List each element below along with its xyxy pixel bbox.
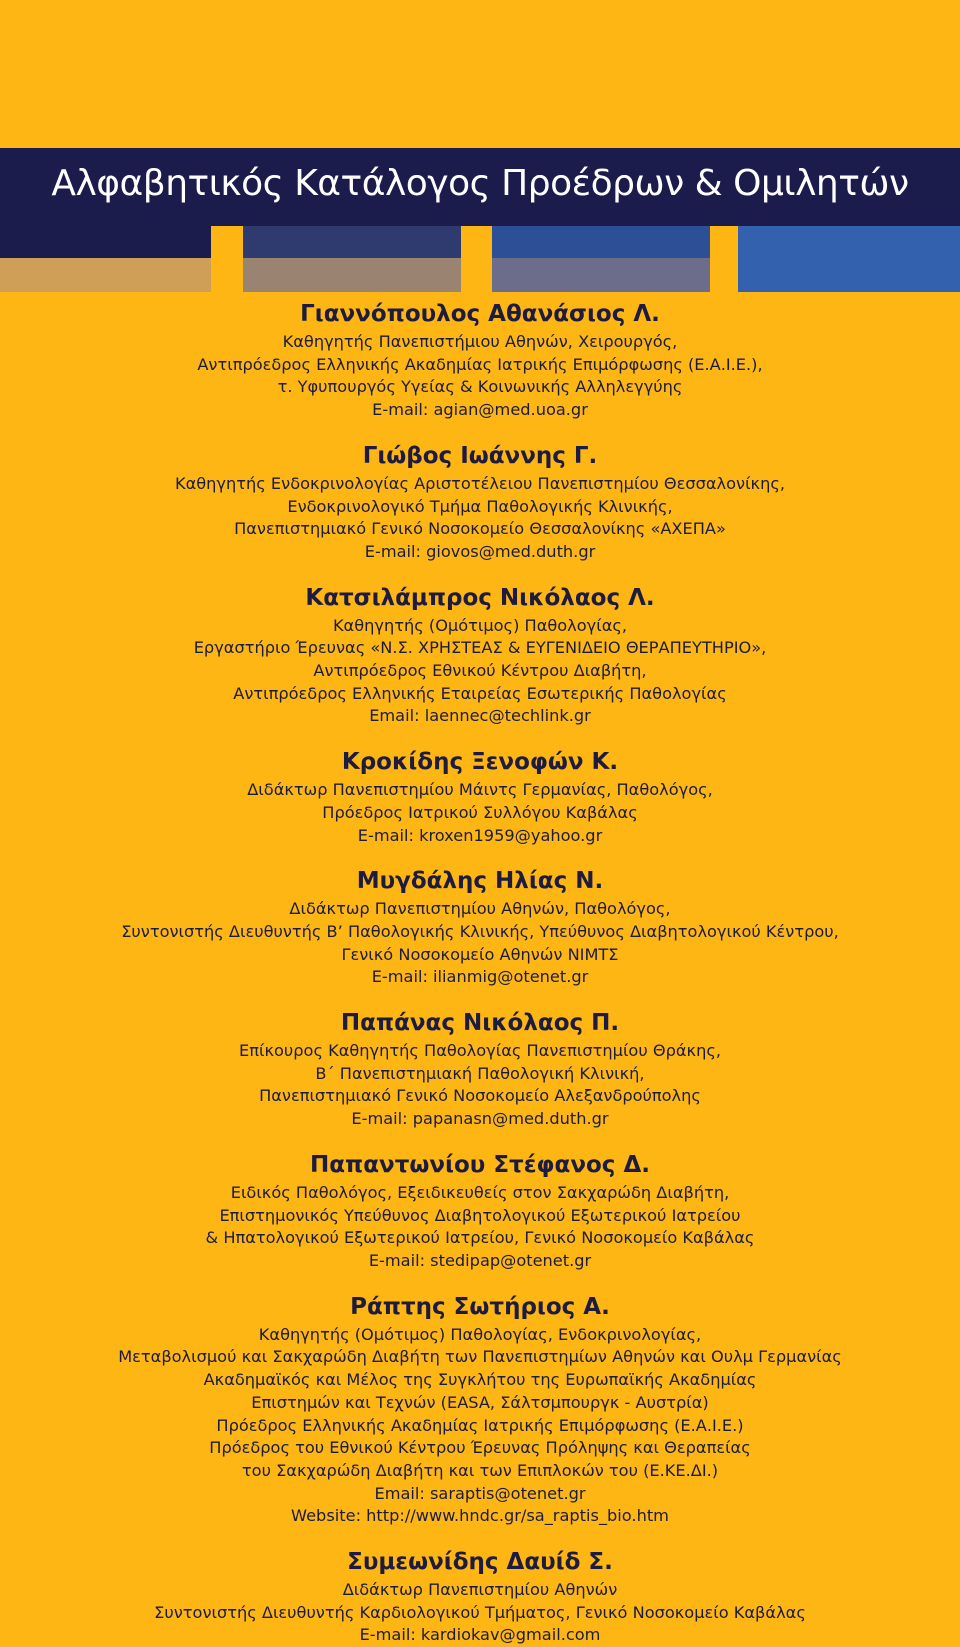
speaker-affiliation-line: Συντονιστής Διευθυντής Καρδιολογικού Τμήματος, Γενικό Νοσοκομείο Καβάλας — [154, 1602, 806, 1622]
speaker-contact: E-mail: giovos@med.duth.gr — [364, 541, 596, 561]
speaker-affiliation-line: Πανεπιστημιακό Γενικό Νοσοκομείο Αλεξανδρούπολης — [259, 1086, 701, 1106]
speaker-affiliation-line: Γενικό Νοσοκομείο Αθηνών ΝΙΜΤΣ — [341, 944, 619, 964]
speaker-affiliation-line: Πανεπιστημιακό Γενικό Νοσοκομείο Θεσσαλονίκης «ΑΧΕΠΑ» — [234, 519, 726, 539]
speaker-entry — [0, 440, 960, 564]
speaker-entry — [0, 865, 960, 989]
speaker-affiliation-line: Διδάκτωρ Πανεπιστημίου Μάιντς Γερμανίας, Παθολόγος, — [247, 780, 713, 800]
speaker-entry — [0, 1546, 960, 1647]
decorative-block-4 — [738, 226, 960, 292]
speaker-affiliation-line: Καθηγητής (Ομότιμος) Παθολογίας, — [332, 615, 628, 635]
speaker-affiliation-line: Επιστημών και Τεχνών (EASA, Σάλτσμπουργκ - Αυστρία) — [251, 1392, 709, 1412]
speaker-affiliation-line: Επιστημονικός Υπεύθυνος Διαβητολογικού Εξωτερικού Ιατρείου — [219, 1205, 741, 1225]
speaker-name: Κατσιλάμπρος Νικόλαος Λ. — [305, 584, 655, 611]
speaker-contact: E-mail: papanasn@med.duth.gr — [351, 1109, 609, 1129]
speaker-affiliation-line: & Ηπατολογικού Εξωτερικού Ιατρείου, Γενικό Νοσοκομείο Καβάλας — [205, 1228, 755, 1248]
decorative-block-3 — [492, 226, 710, 292]
speaker-name: Παπαντωνίου Στέφανος Δ. — [310, 1151, 650, 1178]
speaker-contact: E-mail: ilianmig@otenet.gr — [371, 967, 589, 987]
speaker-entry — [0, 1149, 960, 1273]
speaker-affiliation-line: Ακαδημαϊκός και Μέλος της Συγκλήτου της Ευρωπαϊκής Ακαδημίας — [203, 1370, 757, 1390]
speaker-entry — [0, 582, 960, 729]
speaker-affiliation-line: Καθηγητής (Ομότιμος) Παθολογίας, Ενδοκρινολογίας, — [258, 1324, 702, 1344]
speaker-contact: Email: laennec@techlink.gr — [369, 706, 591, 726]
speaker-affiliation-line: Μεταβολισμού και Σακχαρώδη Διαβήτη των Πανεπιστημίων Αθηνών και Ουλμ Γερμανίας — [118, 1347, 842, 1367]
speaker-affiliation-line: Συντονιστής Διευθυντής Β’ Παθολογικής Κλινικής, Υπεύθυνος Διαβητολογικού Κέντρου, — [121, 921, 839, 941]
speaker-entry — [0, 1291, 960, 1528]
speaker-name: Μυγδάλης Ηλίας Ν. — [356, 868, 604, 895]
title-banner — [0, 148, 960, 226]
speaker-contact: E-mail: kroxen1959@yahoo.gr — [357, 825, 603, 845]
speaker-affiliation-line: Εργαστήριο Έρευνας «Ν.Σ. ΧΡΗΣΤΕΑΣ & ΕΥΓΕΝΙΔΕΙΟ ΘΕΡΑΠΕΥΤΗΡΙΟ», — [193, 638, 767, 658]
speaker-affiliation-line: Πρόεδρος Ιατρικού Συλλόγου Καβάλας — [322, 802, 638, 822]
speaker-affiliation-line: Επίκουρος Καθηγητής Παθολογίας Πανεπιστημίου Θράκης, — [239, 1041, 721, 1061]
speaker-affiliation-line: του Σακχαρώδη Διαβήτη και των Επιπλοκών του (Ε.ΚΕ.ΔΙ.) — [241, 1460, 719, 1480]
speaker-name: Ράπτης Σωτήριος Α. — [350, 1293, 610, 1320]
speaker-entry — [0, 1007, 960, 1131]
page-title: Αλφαβητικός Κατάλογος Προέδρων & Ομιλητών — [51, 163, 909, 204]
speaker-affiliation-line: Καθηγητής Ενδοκρινολογίας Αριστοτέλειου Πανεπιστημίου Θεσσαλονίκης, — [174, 473, 785, 493]
speaker-affiliation-line: Β΄ Πανεπιστημιακή Παθολογική Κλινική, — [315, 1063, 645, 1083]
speaker-affiliation-line: Πρόεδρος του Εθνικού Κέντρου Έρευνας Πρόληψης και Θεραπείας — [209, 1438, 751, 1458]
speaker-affiliation-line: Ειδικός Παθολόγος, Εξειδικευθείς στον Σακχαρώδη Διαβήτη, — [230, 1182, 730, 1202]
speaker-name: Παπάνας Νικόλαος Π. — [340, 1010, 620, 1037]
speaker-entry — [0, 746, 960, 847]
speaker-affiliation-line: Καθηγητής Πανεπιστήμιου Αθηνών, Χειρουργός, — [282, 332, 678, 351]
decorative-block-2 — [243, 226, 461, 292]
speaker-name: Γιώβος Ιωάννης Γ. — [362, 442, 598, 469]
speaker-name: Συμεωνίδης Δαυίδ Σ. — [347, 1549, 613, 1576]
speaker-affiliation-line: Αντιπρόεδρος Ελληνικής Ακαδημίας Ιατρικής Επιμόρφωσης (Ε.Α.Ι.Ε.), — [197, 354, 763, 374]
speaker-affiliation-line: Αντιπρόεδρος Εθνικού Κέντρου Διαβήτη, — [313, 661, 647, 681]
speaker-contact: E-mail: stedipap@otenet.gr — [368, 1250, 592, 1270]
speaker-affiliation-line: Διδάκτωρ Πανεπιστημίου Αθηνών, Παθολόγος, — [289, 899, 671, 919]
speaker-affiliation-line: Ενδοκρινολογικό Τμήμα Παθολογικής Κλινικής, — [287, 496, 673, 516]
speaker-contact: E-mail: agian@med.uoa.gr — [372, 400, 588, 420]
speaker-affiliation-line: Αντιπρόεδρος Ελληνικής Εταιρείας Εσωτερικής Παθολογίας — [233, 683, 727, 703]
speaker-contact: Website: http://www.hndc.gr/sa_raptis_bio.htm — [291, 1506, 669, 1526]
speaker-affiliation-line: Διδάκτωρ Πανεπιστημίου Αθηνών — [342, 1580, 618, 1600]
speaker-contact: E-mail: kardiokav@gmail.com — [359, 1625, 601, 1645]
speaker-affiliation-line: Πρόεδρος Ελληνικής Ακαδημίας Ιατρικής Επιμόρφωσης (Ε.Α.Ι.Ε.) — [216, 1415, 744, 1435]
speaker-entry — [0, 298, 960, 422]
speaker-list — [0, 298, 960, 1647]
decorative-block-1 — [0, 226, 211, 292]
speaker-contact: Email: saraptis@otenet.gr — [374, 1483, 586, 1503]
speaker-name: Γιαννόπουλος Αθανάσιος Λ. — [300, 301, 660, 327]
speaker-name: Κροκίδης Ξενοφών Κ. — [341, 749, 619, 776]
speaker-affiliation-line: τ. Υφυπουργός Υγείας & Κοινωνικής Αλληλεγγύης — [277, 377, 683, 397]
